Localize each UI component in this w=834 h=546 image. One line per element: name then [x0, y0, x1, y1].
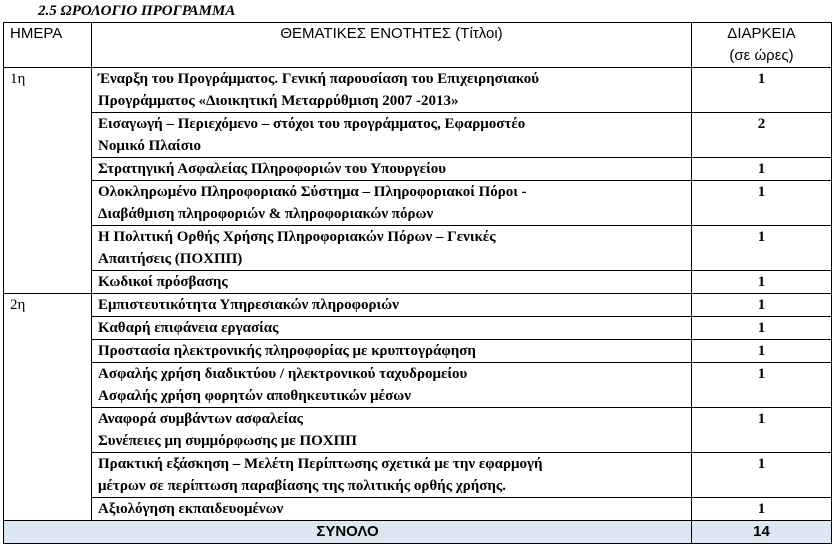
topic-cell	[92, 113, 692, 158]
hours-cell: 1	[692, 68, 832, 113]
hours-cell: 1	[692, 363, 832, 408]
header-day: ΗΜΕΡΑ	[4, 23, 92, 68]
hours-cell: 1	[692, 340, 832, 363]
topic-line: Πρακτική εξάσκηση – Μελέτη Περίπτωσης σχετικά με την εφαρμογή	[98, 456, 543, 472]
table-header-row	[4, 23, 832, 68]
table-row	[4, 408, 832, 453]
topic-line: Η Πολιτική Ορθής Χρήσης Πληροφοριακών Πόρων – Γενικές	[98, 229, 496, 245]
topic-cell	[92, 498, 692, 521]
table-row	[4, 181, 832, 226]
topic-line: Ασφαλής χρήση διαδικτύου / ηλεκτρονικού ταχυδρομείου	[98, 366, 468, 382]
topic-cell	[92, 453, 692, 498]
topic-cell	[92, 271, 692, 294]
total-row	[4, 521, 832, 544]
table-row	[4, 363, 832, 408]
hours-cell: 1	[692, 158, 832, 181]
topic-line: Νομικό Πλαίσιο	[98, 138, 202, 154]
table-row	[4, 317, 832, 340]
table-row	[4, 453, 832, 498]
topic-cell	[92, 317, 692, 340]
hours-cell: 2	[692, 113, 832, 158]
hours-cell: 1	[692, 181, 832, 226]
topic-line: Διαβάθμιση πληροφοριών & πληροφοριακών πόρων	[98, 206, 434, 222]
header-duration	[692, 23, 832, 68]
topic-line: Προστασία ηλεκτρονικής πληροφορίας με κρυπτογράφηση	[98, 343, 476, 359]
hours-cell: 1	[692, 408, 832, 453]
hours-cell: 1	[692, 453, 832, 498]
topic-cell	[92, 294, 692, 317]
table-row	[4, 271, 832, 294]
topic-line: μέτρων σε περίπτωση παραβίασης της πολιτικής ορθής χρήσης.	[98, 478, 507, 494]
table-row	[4, 158, 832, 181]
table-row	[4, 294, 832, 317]
topic-line: Ασφαλής χρήση φορητών αποθηκευτικών μέσων	[98, 388, 411, 404]
total-label: ΣΥΝΟΛΟ	[4, 521, 692, 544]
hours-cell: 1	[692, 498, 832, 521]
table-row	[4, 113, 832, 158]
topic-line: Αξιολόγηση εκπαιδευομένων	[98, 501, 284, 517]
topic-cell	[92, 226, 692, 271]
table-row	[4, 498, 832, 521]
table-row	[4, 226, 832, 271]
topic-line: Στρατηγική Ασφαλείας Πληροφοριών του Υπουργείου	[98, 161, 447, 177]
hours-cell: 1	[692, 226, 832, 271]
header-duration-line1: ΔΙΑΡΚΕΙΑ	[727, 25, 796, 42]
topic-cell	[92, 340, 692, 363]
table-row	[4, 340, 832, 363]
topic-cell	[92, 363, 692, 408]
hours-cell: 1	[692, 317, 832, 340]
topic-line: Κωδικοί πρόσβασης	[98, 274, 228, 290]
hours-cell: 1	[692, 294, 832, 317]
section-title: 2.5 ΩΡΟΛΟΓΙΟ ΠΡΟΓΡΑΜΜΑ	[38, 3, 236, 19]
header-duration-line2: (σε ώρες)	[729, 47, 794, 64]
topic-line: Έναρξη του Προγράμματος. Γενική παρουσίαση του Επιχειρησιακού	[98, 71, 540, 87]
day-cell: 1η	[4, 68, 92, 294]
schedule-table	[3, 22, 832, 544]
header-topic: ΘΕΜΑΤΙΚΕΣ ΕΝΟΤΗΤΕΣ (Τίτλοι)	[92, 23, 692, 68]
topic-cell	[92, 408, 692, 453]
topic-line: Καθαρή επιφάνεια εργασίας	[98, 320, 279, 336]
topic-cell	[92, 181, 692, 226]
topic-line: Αναφορά συμβάντων ασφαλείας	[98, 411, 303, 427]
topic-cell	[92, 68, 692, 113]
topic-line: Εμπιστευτικότητα Υπηρεσιακών πληροφοριών	[98, 297, 399, 313]
topic-cell	[92, 158, 692, 181]
topic-line: Απαιτήσεις (ΠΟΧΠΠ)	[98, 251, 243, 267]
table-row	[4, 68, 832, 113]
topic-line: Συνέπειες μη συμμόρφωσης με ΠΟΧΠΠ	[98, 433, 357, 449]
hours-cell: 1	[692, 271, 832, 294]
topic-line: Προγράμματος «Διοικητική Μεταρρύθμιση 2007 -2013»	[98, 93, 459, 109]
topic-line: Ολοκληρωμένο Πληροφοριακό Σύστημα – Πληροφοριακοί Πόροι -	[98, 184, 527, 200]
day-cell: 2η	[4, 294, 92, 521]
total-hours: 14	[692, 521, 832, 544]
topic-line: Εισαγωγή – Περιεχόμενο – στόχοι του προγράμματος, Εφαρμοστέο	[98, 116, 526, 132]
